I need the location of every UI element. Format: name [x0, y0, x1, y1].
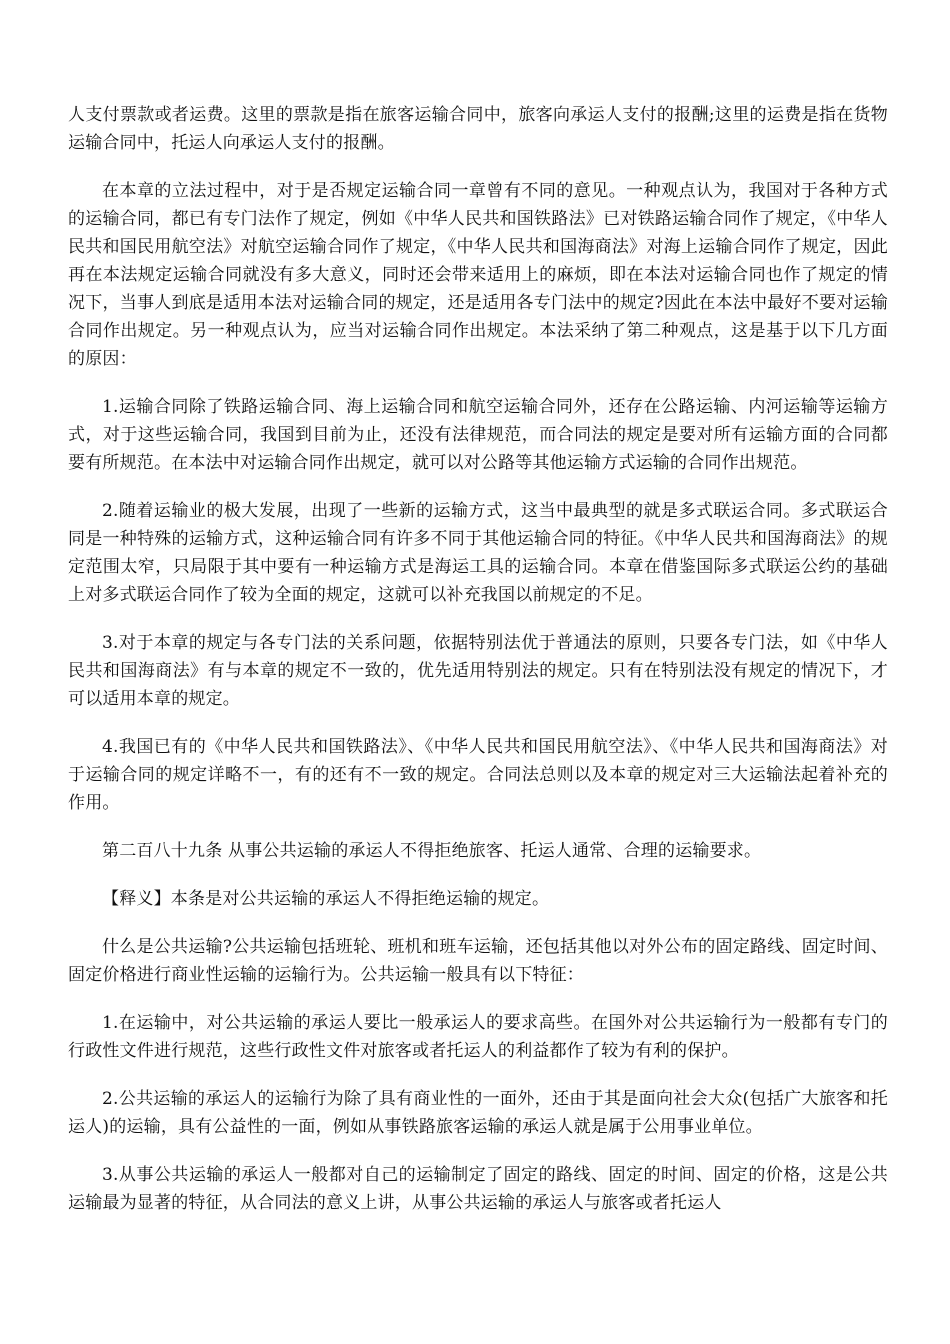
article-289-interpretation: 【释义】本条是对公共运输的承运人不得拒绝运输的规定。: [102, 889, 550, 909]
paragraph-reason-3: 3.对于本章的规定与各专门法的关系问题，依据特别法优于普通法的原则，只要各专门法，如《中华人民共和国海商法》有与本章的规定不一致的，优先适用特别法的规定。只有在特别法没有规定的情况下，才可以适用本章的规定。: [68, 633, 888, 709]
paragraph-feature-3: 3.从事公共运输的承运人一般都对自己的运输制定了固定的路线、固定的时间、固定的价格，这是公共运输最为显著的特征，从合同法的意义上讲，从事公共运输的承运人与旅客或者托运人: [68, 1165, 888, 1213]
paragraph-feature-1: 1.在运输中，对公共运输的承运人要比一般承运人的要求高些。在国外对公共运输行为一般都有专门的行政性文件进行规范，这些行政性文件对旅客或者托运人的利益都作了较为有利的保护。: [68, 1013, 888, 1061]
article-289-heading: 第二百八十九条 从事公共运输的承运人不得拒绝旅客、托运人通常、合理的运输要求。: [102, 841, 762, 861]
paragraph-continuation: 人支付票款或者运费。这里的票款是指在旅客运输合同中，旅客向承运人支付的报酬;这里的运费是指在货物运输合同中，托运人向承运人支付的报酬。: [68, 105, 888, 153]
paragraph-public-transport-definition: 什么是公共运输?公共运输包括班轮、班机和班车运输，还包括其他以对外公布的固定路线、固定时间、固定价格进行商业性运输的运输行为。公共运输一般具有以下特征：: [68, 937, 888, 985]
paragraph-feature-2: 2.公共运输的承运人的运输行为除了具有商业性的一面外，还由于其是面向社会大众(包括广大旅客和托运人)的运输，具有公益性的一面，例如从事铁路旅客运输的承运人就是属于公用事业单位。: [68, 1089, 888, 1137]
paragraph-reason-1: 1.运输合同除了铁路运输合同、海上运输合同和航空运输合同外，还存在公路运输、内河运输等运输方式，对于这些运输合同，我国到目前为止，还没有法律规范，而合同法的规定是要对所有运输方面的合同都要有所规范。在本法中对运输合同作出规定，就可以对公路等其他运输方式运输的合同作出规范。: [68, 397, 888, 473]
paragraph-legislative-process: 在本章的立法过程中，对于是否规定运输合同一章曾有不同的意见。一种观点认为，我国对于各种方式的运输合同，都已有专门法作了规定，例如《中华人民共和国铁路法》已对铁路运输合同作了规定，《中华人民共和国民用航空法》对航空运输合同作了规定，《中华人民共和国海商法》对海上运输合同作了规定，因此再在本法规定运输合同就没有多大意义，同时还会带来适用上的麻烦，即在本法对运输合同也作了规定的情况下，当事人到底是适用本法对运输合同的规定，还是适用各专门法中的规定?因此在本法中最好不要对运输合同作出规定。另一种观点认为，应当对运输合同作出规定。本法采纳了第二种观点，这是基于以下几方面的原因：: [68, 181, 888, 369]
paragraph-reason-2: 2.随着运输业的极大发展，出现了一些新的运输方式，这当中最典型的就是多式联运合同。多式联运合同是一种特殊的运输方式，这种运输合同有许多不同于其他运输合同的特征。《中华人民共和国海商法》的规定范围太窄，只局限于其中要有一种运输方式是海运工具的运输合同。本章在借鉴国际多式联运公约的基础上对多式联运合同作了较为全面的规定，这就可以补充我国以前规定的不足。: [68, 501, 888, 605]
paragraph-reason-4: 4.我国已有的《中华人民共和国铁路法》、《中华人民共和国民用航空法》、《中华人民共和国海商法》对于运输合同的规定详略不一，有的还有不一致的规定。合同法总则以及本章的规定对三大运输法起着补充的作用。: [68, 737, 888, 813]
